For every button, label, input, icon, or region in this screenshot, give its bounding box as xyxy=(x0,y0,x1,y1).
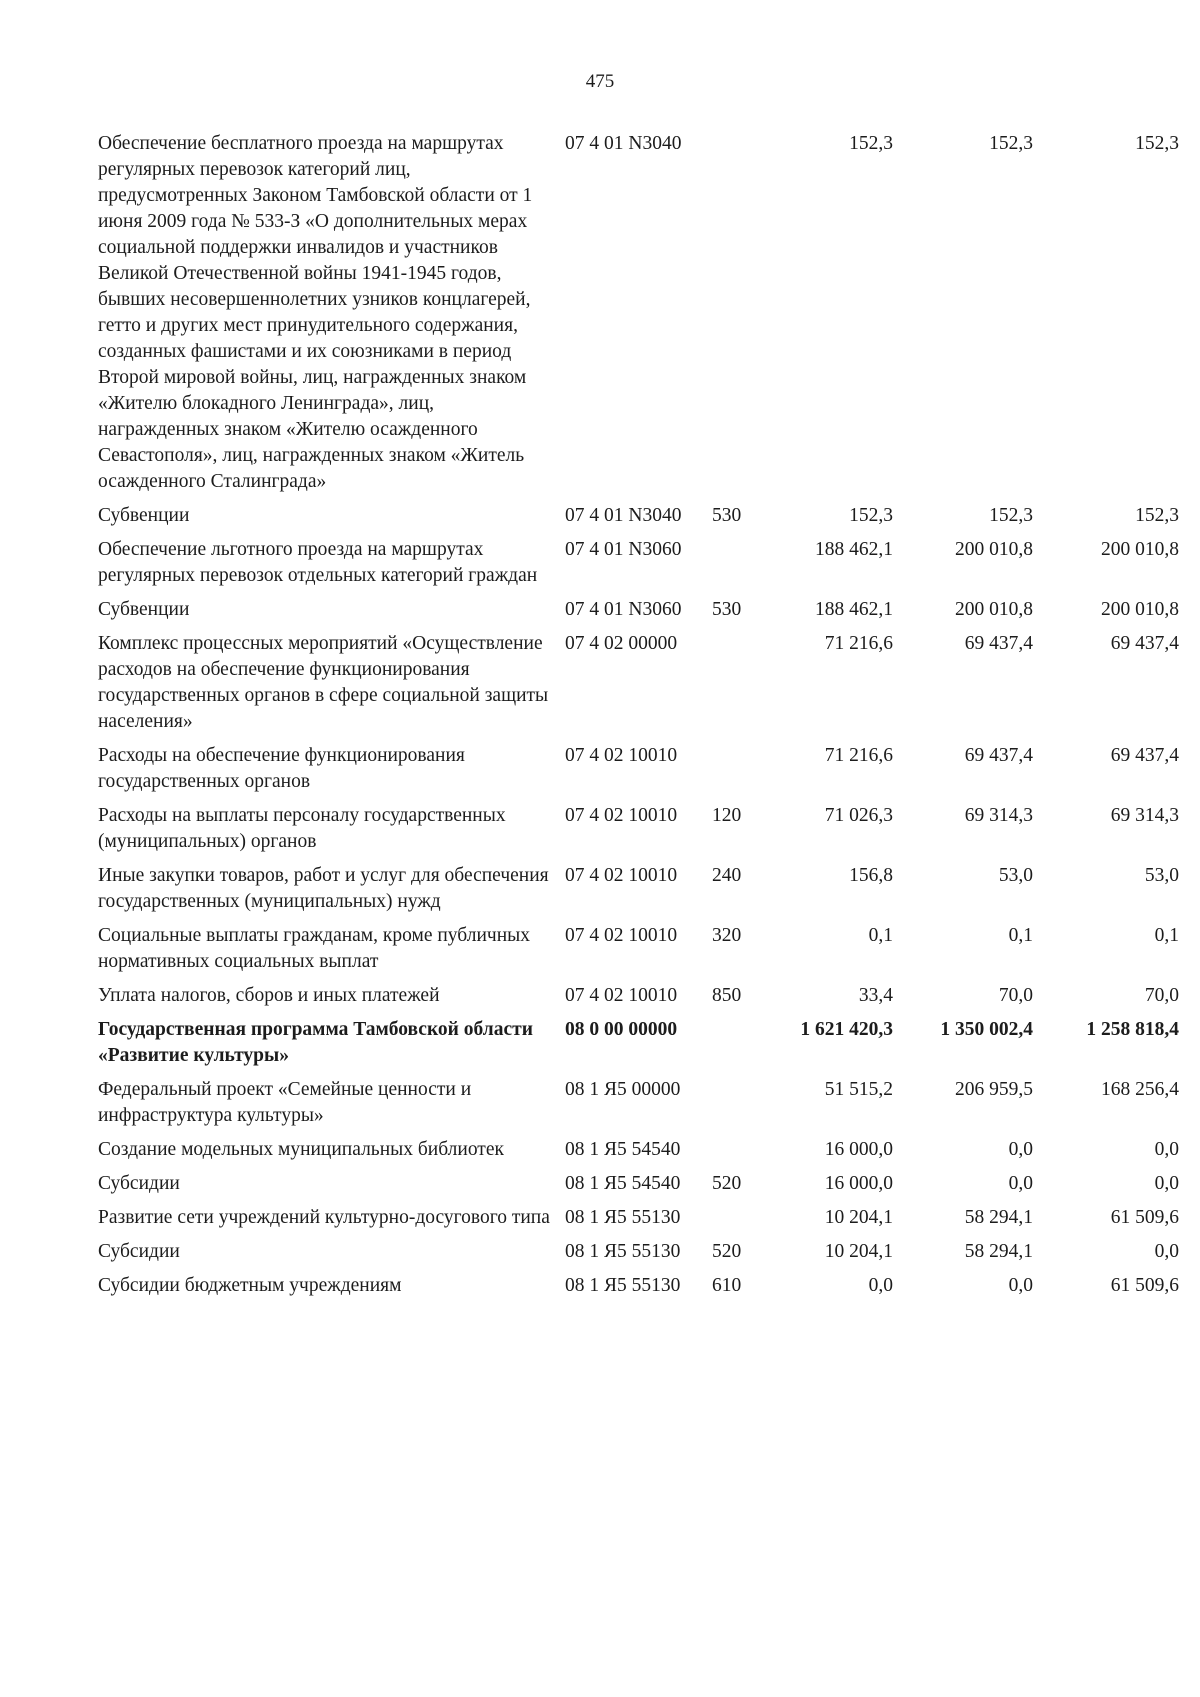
row-code: 07 4 02 10010 xyxy=(565,865,678,886)
row-value-1: 16 000,0 xyxy=(824,1173,893,1194)
row-value-1: 10 204,1 xyxy=(824,1207,893,1228)
row-value-1: 71 026,3 xyxy=(824,805,893,826)
row-expense-type xyxy=(703,1137,752,1163)
row-value-3: 152,3 xyxy=(1135,133,1179,154)
row-name: Уплата налогов, сборов и иных платежей xyxy=(98,985,440,1006)
table-row xyxy=(98,597,1179,623)
row-expense-type xyxy=(703,631,752,735)
table-row xyxy=(98,131,1179,495)
row-expense-type: 520 xyxy=(712,1173,742,1194)
table-row xyxy=(98,743,1179,795)
row-name: Социальные выплаты гражданам, кроме публичных нормативных социальных выплат xyxy=(98,925,530,972)
row-value-3: 61 509,6 xyxy=(1110,1275,1179,1296)
row-value-1: 0,1 xyxy=(868,925,893,946)
row-value-2: 69 437,4 xyxy=(964,745,1033,766)
table-row xyxy=(98,1205,1179,1231)
row-value-3: 69 314,3 xyxy=(1110,805,1179,826)
row-code: 08 1 Я5 54540 xyxy=(565,1139,681,1160)
row-value-3: 61 509,6 xyxy=(1110,1207,1179,1228)
row-expense-type: 520 xyxy=(712,1241,742,1262)
row-value-3: 152,3 xyxy=(1135,505,1179,526)
table-row xyxy=(98,1137,1179,1163)
row-name: Иные закупки товаров, работ и услуг для обеспечения государственных (муниципальных) нужд xyxy=(98,865,549,912)
row-expense-type: 530 xyxy=(712,505,742,526)
row-value-3: 168 256,4 xyxy=(1101,1079,1179,1100)
row-expense-type: 320 xyxy=(712,925,742,946)
row-value-2: 53,0 xyxy=(998,865,1033,886)
row-expense-type xyxy=(703,743,752,795)
table-row xyxy=(98,1239,1179,1265)
row-expense-type: 120 xyxy=(712,805,742,826)
row-name: Субсидии бюджетным учреждениям xyxy=(98,1275,402,1296)
budget-table xyxy=(98,131,1179,1307)
row-name: Субвенции xyxy=(98,505,190,526)
row-code: 07 4 02 10010 xyxy=(565,985,678,1006)
row-value-2: 69 437,4 xyxy=(964,633,1033,654)
row-code: 07 4 01 N3060 xyxy=(565,599,682,620)
table-row xyxy=(98,537,1179,589)
row-value-2: 0,0 xyxy=(1008,1139,1033,1160)
row-name: Расходы на обеспечение функционирования государственных органов xyxy=(98,745,465,792)
row-value-3: 69 437,4 xyxy=(1110,745,1179,766)
row-value-1: 1 621 420,3 xyxy=(800,1019,893,1040)
row-name: Субсидии xyxy=(98,1173,180,1194)
row-value-3: 200 010,8 xyxy=(1101,539,1179,560)
row-value-3: 0,1 xyxy=(1154,925,1179,946)
table-row xyxy=(98,631,1179,735)
row-name: Государственная программа Тамбовской области «Развитие культуры» xyxy=(98,1019,533,1066)
row-value-1: 0,0 xyxy=(868,1275,893,1296)
row-value-3: 1 258 818,4 xyxy=(1086,1019,1179,1040)
table-row xyxy=(98,1273,1179,1299)
row-value-2: 70,0 xyxy=(998,985,1033,1006)
row-value-2: 0,0 xyxy=(1008,1275,1033,1296)
row-name: Обеспечение бесплатного проезда на маршрутах регулярных перевозок категорий лиц, предусмотренных Законом Тамбовской области от 1 июня 2009 года № 533-З «О дополнительных мерах социальной поддержки инвалидов и участников Великой Отечественной войны 1941-1945 годов, бывших несовершеннолетних узников концлагерей, гетто и других мест принудительного содержания, созданных фашистами и их союзниками в период Второй мировой войны, лиц, награжденных знаком «Жителю блокадного Ленинграда», лиц, награжденных знаком «Жителю осажденного Севастополя», лиц, награжденных знаком «Житель осажденного Сталинграда» xyxy=(98,133,533,492)
page-number: 475 xyxy=(585,71,615,92)
row-expense-type xyxy=(703,1017,752,1069)
row-code: 07 4 02 10010 xyxy=(565,805,678,826)
row-code: 08 0 00 00000 xyxy=(565,1019,678,1040)
row-code: 07 4 02 10010 xyxy=(565,745,678,766)
row-expense-type: 240 xyxy=(712,865,742,886)
row-code: 08 1 Я5 55130 xyxy=(565,1207,681,1228)
row-code: 07 4 01 N3040 xyxy=(565,505,682,526)
table-row xyxy=(98,1017,1179,1069)
table-row xyxy=(98,863,1179,915)
row-code: 08 1 Я5 54540 xyxy=(565,1173,681,1194)
row-name: Создание модельных муниципальных библиотек xyxy=(98,1139,504,1160)
row-name: Субвенции xyxy=(98,599,190,620)
row-code: 07 4 02 00000 xyxy=(565,633,678,654)
table-row xyxy=(98,1077,1179,1129)
row-value-2: 58 294,1 xyxy=(964,1241,1033,1262)
row-value-3: 0,0 xyxy=(1154,1173,1179,1194)
row-expense-type xyxy=(703,537,752,589)
row-value-2: 152,3 xyxy=(989,505,1033,526)
row-value-1: 33,4 xyxy=(858,985,893,1006)
row-code: 07 4 01 N3060 xyxy=(565,539,682,560)
row-value-1: 71 216,6 xyxy=(824,633,893,654)
row-code: 07 4 02 10010 xyxy=(565,925,678,946)
row-expense-type: 530 xyxy=(712,599,742,620)
row-expense-type xyxy=(703,131,752,495)
row-code: 07 4 01 N3040 xyxy=(565,133,682,154)
row-name: Комплекс процессных мероприятий «Осуществление расходов на обеспечение функционирования государственных органов в сфере социальной защиты населения» xyxy=(98,633,549,732)
row-value-1: 152,3 xyxy=(849,133,893,154)
row-value-2: 200 010,8 xyxy=(955,599,1033,620)
row-value-1: 51 515,2 xyxy=(824,1079,893,1100)
table-row xyxy=(98,923,1179,975)
row-value-3: 69 437,4 xyxy=(1110,633,1179,654)
row-name: Расходы на выплаты персоналу государственных (муниципальных) органов xyxy=(98,805,506,852)
row-code: 08 1 Я5 55130 xyxy=(565,1241,681,1262)
table-row xyxy=(98,1171,1179,1197)
row-expense-type: 610 xyxy=(712,1275,742,1296)
row-name: Обеспечение льготного проезда на маршрутах регулярных перевозок отдельных категорий граждан xyxy=(98,539,538,586)
row-value-3: 0,0 xyxy=(1154,1241,1179,1262)
row-value-1: 188 462,1 xyxy=(815,539,893,560)
row-value-2: 58 294,1 xyxy=(964,1207,1033,1228)
table-row xyxy=(98,803,1179,855)
row-value-1: 16 000,0 xyxy=(824,1139,893,1160)
row-value-1: 188 462,1 xyxy=(815,599,893,620)
row-name: Развитие сети учреждений культурно-досугового типа xyxy=(98,1207,550,1228)
table-row xyxy=(98,503,1179,529)
row-name: Субсидии xyxy=(98,1241,180,1262)
row-value-1: 71 216,6 xyxy=(824,745,893,766)
row-code: 08 1 Я5 00000 xyxy=(565,1079,681,1100)
row-value-2: 200 010,8 xyxy=(955,539,1033,560)
row-code: 08 1 Я5 55130 xyxy=(565,1275,681,1296)
row-value-2: 69 314,3 xyxy=(964,805,1033,826)
row-value-2: 1 350 002,4 xyxy=(940,1019,1033,1040)
row-value-3: 200 010,8 xyxy=(1101,599,1179,620)
row-value-3: 53,0 xyxy=(1144,865,1179,886)
row-value-2: 0,0 xyxy=(1008,1173,1033,1194)
row-value-2: 206 959,5 xyxy=(955,1079,1033,1100)
row-name: Федеральный проект «Семейные ценности и инфраструктура культуры» xyxy=(98,1079,472,1126)
row-value-3: 0,0 xyxy=(1154,1139,1179,1160)
row-value-2: 152,3 xyxy=(989,133,1033,154)
row-value-2: 0,1 xyxy=(1008,925,1033,946)
row-value-3: 70,0 xyxy=(1144,985,1179,1006)
row-value-1: 10 204,1 xyxy=(824,1241,893,1262)
table-row xyxy=(98,983,1179,1009)
row-value-1: 156,8 xyxy=(849,865,893,886)
row-expense-type: 850 xyxy=(712,985,742,1006)
row-expense-type xyxy=(703,1077,752,1129)
row-value-1: 152,3 xyxy=(849,505,893,526)
row-expense-type xyxy=(703,1205,752,1231)
